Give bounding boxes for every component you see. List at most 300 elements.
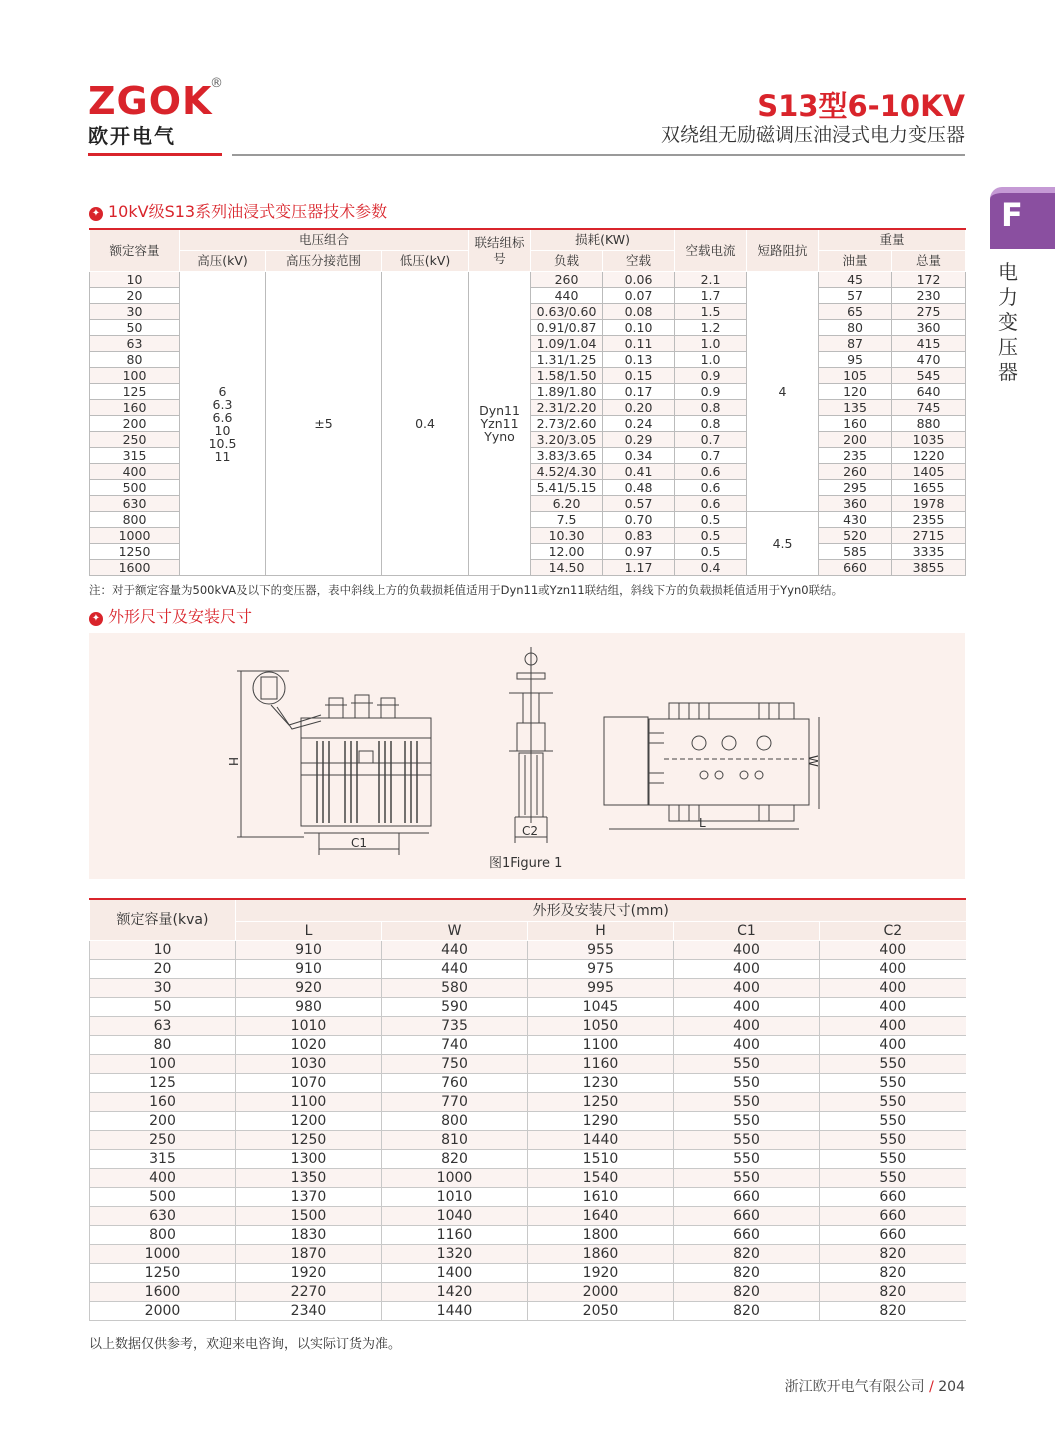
cell-capacity: 50 (90, 320, 180, 336)
cell-total: 415 (892, 336, 966, 352)
cell-dim-c1: 550 (674, 1169, 820, 1188)
cell-oil: 360 (819, 496, 892, 512)
cell-load-loss: 12.00 (531, 544, 603, 560)
cell-lv: 0.4 (382, 272, 469, 576)
company-name: 浙江欧开电气有限公司 (784, 1379, 925, 1395)
dim-row (90, 960, 966, 979)
cell-oil: 520 (819, 528, 892, 544)
cell-dim-l: 1010 (236, 1017, 382, 1036)
cell-load-loss: 1.31/1.25 (531, 352, 603, 368)
col-hv: 高压(kV) (180, 251, 266, 272)
cell-dim-h: 1290 (528, 1112, 674, 1131)
cell-capacity: 250 (90, 432, 180, 448)
cell-total: 360 (892, 320, 966, 336)
cell-dim-w: 1160 (382, 1226, 528, 1245)
cell-noload-current: 1.7 (675, 288, 747, 304)
cell-dim-c2: 660 (820, 1188, 966, 1207)
dim-row (90, 979, 966, 998)
cell-dim-h: 1640 (528, 1207, 674, 1226)
cell-noload-current: 1.0 (675, 352, 747, 368)
dim-row (90, 1169, 966, 1188)
cell-noload-loss: 0.41 (603, 464, 675, 480)
section-title-dimensions-text: 外形尺寸及安装尺寸 (108, 607, 253, 626)
dim-label-w: W (806, 755, 820, 767)
cell-dim-h: 1050 (528, 1017, 674, 1036)
cell-dim-h: 1045 (528, 998, 674, 1017)
cell-impedance-a: 4 (747, 272, 819, 512)
dim-label-h: H (226, 757, 240, 767)
cell-noload-loss: 0.24 (603, 416, 675, 432)
dim-row (90, 1245, 966, 1264)
cell-dim-c2: 550 (820, 1112, 966, 1131)
cell-capacity: 1250 (90, 544, 180, 560)
cell-total: 545 (892, 368, 966, 384)
cell-total: 745 (892, 400, 966, 416)
cell-dim-h: 1510 (528, 1150, 674, 1169)
footer-separator: / (929, 1379, 934, 1395)
cell-dim-c1: 400 (674, 979, 820, 998)
col-dim-w: W (382, 922, 528, 941)
section-title-dimensions (89, 604, 252, 627)
cell-dim-c2: 820 (820, 1264, 966, 1283)
cell-noload-loss: 0.83 (603, 528, 675, 544)
cell-total: 3335 (892, 544, 966, 560)
cell-oil: 120 (819, 384, 892, 400)
side-view-drawing (509, 647, 553, 843)
cell-dim-c1: 400 (674, 960, 820, 979)
cell-dim-w: 440 (382, 960, 528, 979)
cell-dim-cap: 200 (90, 1112, 236, 1131)
front-view-drawing (237, 671, 431, 855)
cell-noload-current: 1.0 (675, 336, 747, 352)
page-footer (785, 1376, 965, 1396)
cell-dim-c1: 660 (674, 1207, 820, 1226)
col-loss-group: 损耗(KW) (531, 229, 675, 251)
cell-noload-loss: 0.97 (603, 544, 675, 560)
cell-capacity: 1000 (90, 528, 180, 544)
cell-noload-loss: 0.17 (603, 384, 675, 400)
cell-noload-current: 1.5 (675, 304, 747, 320)
cell-dim-c1: 400 (674, 1017, 820, 1036)
chapter-letter: F (1001, 196, 1023, 234)
cell-dim-c2: 820 (820, 1302, 966, 1321)
spec-row (90, 272, 966, 288)
dim-label-c2: C2 (522, 824, 539, 838)
cell-oil: 160 (819, 416, 892, 432)
star-bullet-icon: ✦ (89, 612, 103, 626)
logo-underline (88, 153, 222, 156)
cell-dim-c2: 550 (820, 1150, 966, 1169)
cell-capacity: 400 (90, 464, 180, 480)
col-lv: 低压(kV) (382, 251, 469, 272)
cell-dim-w: 800 (382, 1112, 528, 1131)
dim-row (90, 1112, 966, 1131)
cell-dim-c2: 820 (820, 1283, 966, 1302)
cell-dim-w: 1010 (382, 1188, 528, 1207)
cell-dim-c2: 660 (820, 1226, 966, 1245)
cell-noload-current: 2.1 (675, 272, 747, 288)
cell-connection (469, 272, 531, 576)
cell-noload-current: 0.9 (675, 384, 747, 400)
cell-capacity: 315 (90, 448, 180, 464)
cell-total: 1035 (892, 432, 966, 448)
cell-total: 3855 (892, 560, 966, 576)
logo-text: ZGOK (88, 79, 213, 123)
cell-dim-c1: 820 (674, 1245, 820, 1264)
cell-total: 2355 (892, 512, 966, 528)
cell-dim-h: 2050 (528, 1302, 674, 1321)
cell-total: 470 (892, 352, 966, 368)
cell-total: 172 (892, 272, 966, 288)
page-title: S13型6-10KV (757, 89, 965, 123)
hv-value: 6 (218, 383, 227, 399)
cell-dim-l: 1830 (236, 1226, 382, 1245)
cell-noload-loss: 0.13 (603, 352, 675, 368)
hv-value: 10.5 (208, 435, 237, 451)
cell-dim-h: 1250 (528, 1093, 674, 1112)
col-weight-group: 重量 (819, 229, 966, 251)
cell-dim-w: 760 (382, 1074, 528, 1093)
cell-oil: 45 (819, 272, 892, 288)
spec-table (89, 228, 966, 576)
cell-dim-l: 2340 (236, 1302, 382, 1321)
cell-dim-cap: 1000 (90, 1245, 236, 1264)
cell-capacity: 125 (90, 384, 180, 400)
cell-dim-cap: 500 (90, 1188, 236, 1207)
cell-oil: 200 (819, 432, 892, 448)
cell-impedance-b: 4.5 (747, 512, 819, 576)
cell-dim-cap: 630 (90, 1207, 236, 1226)
cell-dim-c1: 550 (674, 1055, 820, 1074)
cell-load-loss: 1.09/1.04 (531, 336, 603, 352)
cell-dim-w: 440 (382, 941, 528, 960)
dim-row (90, 941, 966, 960)
star-bullet-icon: ✦ (89, 207, 103, 221)
cell-oil: 430 (819, 512, 892, 528)
cell-load-loss: 3.83/3.65 (531, 448, 603, 464)
cell-hv-values (180, 272, 266, 576)
transformer-drawings (89, 633, 965, 879)
page-subtitle: 双绕组无励磁调压油浸式电力变压器 (660, 124, 965, 146)
cell-dim-cap: 315 (90, 1150, 236, 1169)
cell-noload-loss: 1.17 (603, 560, 675, 576)
cell-dim-c2: 550 (820, 1093, 966, 1112)
cell-dim-w: 1400 (382, 1264, 528, 1283)
cell-dim-h: 1610 (528, 1188, 674, 1207)
cell-dim-c2: 400 (820, 998, 966, 1017)
cell-load-loss: 2.73/2.60 (531, 416, 603, 432)
cell-load-loss: 440 (531, 288, 603, 304)
cell-oil: 235 (819, 448, 892, 464)
col-tap-range: 高压分接范围 (266, 251, 382, 272)
cell-load-loss: 260 (531, 272, 603, 288)
cell-noload-current: 1.2 (675, 320, 747, 336)
cell-dim-w: 1420 (382, 1283, 528, 1302)
cell-dim-w: 1440 (382, 1302, 528, 1321)
cell-dim-l: 920 (236, 979, 382, 998)
col-noload-current: 空载电流 (675, 229, 747, 272)
hv-value: 10 (214, 422, 231, 438)
cell-dim-c2: 400 (820, 1017, 966, 1036)
cell-dim-c2: 660 (820, 1207, 966, 1226)
cell-dim-c2: 400 (820, 1036, 966, 1055)
cell-dim-cap: 400 (90, 1169, 236, 1188)
dim-row (90, 1283, 966, 1302)
cell-dim-cap: 2000 (90, 1302, 236, 1321)
cell-dim-c1: 820 (674, 1283, 820, 1302)
cell-noload-loss: 0.70 (603, 512, 675, 528)
cell-total: 1655 (892, 480, 966, 496)
cell-dim-c1: 550 (674, 1112, 820, 1131)
cell-dim-l: 1100 (236, 1093, 382, 1112)
cell-dim-cap: 63 (90, 1017, 236, 1036)
cell-dim-w: 820 (382, 1150, 528, 1169)
cell-dim-c1: 660 (674, 1226, 820, 1245)
registered-mark: ® (210, 76, 223, 91)
cell-dim-w: 750 (382, 1055, 528, 1074)
cell-dim-h: 1440 (528, 1131, 674, 1150)
cell-noload-loss: 0.15 (603, 368, 675, 384)
cell-dim-c1: 660 (674, 1188, 820, 1207)
cell-dim-cap: 800 (90, 1226, 236, 1245)
col-noload: 空载 (603, 251, 675, 272)
cell-dim-l: 910 (236, 960, 382, 979)
cell-capacity: 800 (90, 512, 180, 528)
brand-logo (88, 76, 223, 149)
cell-dim-l: 1500 (236, 1207, 382, 1226)
cell-noload-loss: 0.48 (603, 480, 675, 496)
spec-note: 注：对于额定容量为500kVA及以下的变压器，表中斜线上方的负载损耗值适用于Dyn11或Yzn11联结组，斜线下方的负载损耗值适用于Yyn0联结。 (89, 583, 844, 597)
connection-value: Dyn11 (479, 403, 520, 418)
dim-label-l: L (699, 816, 706, 830)
cell-load-loss: 10.30 (531, 528, 603, 544)
cell-dim-l: 980 (236, 998, 382, 1017)
cell-dim-cap: 1250 (90, 1264, 236, 1283)
cell-dim-c1: 400 (674, 941, 820, 960)
cell-dim-l: 1350 (236, 1169, 382, 1188)
cell-total: 275 (892, 304, 966, 320)
dim-row (90, 1264, 966, 1283)
cell-capacity: 200 (90, 416, 180, 432)
cell-dim-c2: 550 (820, 1055, 966, 1074)
cell-total: 1220 (892, 448, 966, 464)
cell-oil: 65 (819, 304, 892, 320)
cell-oil: 80 (819, 320, 892, 336)
dim-row (90, 1055, 966, 1074)
col-dim-c2: C2 (820, 922, 966, 941)
logo-subtitle: 欧开电气 (88, 124, 176, 148)
top-view-drawing (604, 703, 819, 829)
cell-dim-h: 1160 (528, 1055, 674, 1074)
cell-dim-h: 995 (528, 979, 674, 998)
cell-dim-l: 1200 (236, 1112, 382, 1131)
col-dim-group: 外形及安装尺寸(mm) (236, 899, 966, 922)
cell-dim-c2: 400 (820, 960, 966, 979)
cell-dim-cap: 250 (90, 1131, 236, 1150)
cell-noload-loss: 0.06 (603, 272, 675, 288)
cell-dim-c1: 550 (674, 1093, 820, 1112)
cell-load-loss: 0.91/0.87 (531, 320, 603, 336)
cell-dim-cap: 160 (90, 1093, 236, 1112)
cell-dim-l: 1030 (236, 1055, 382, 1074)
dim-row (90, 1093, 966, 1112)
dim-row (90, 1188, 966, 1207)
cell-dim-c1: 550 (674, 1150, 820, 1169)
cell-dim-cap: 125 (90, 1074, 236, 1093)
cell-oil: 87 (819, 336, 892, 352)
cell-dim-cap: 80 (90, 1036, 236, 1055)
cell-dim-c2: 550 (820, 1074, 966, 1093)
cell-dim-h: 955 (528, 941, 674, 960)
cell-dim-l: 1920 (236, 1264, 382, 1283)
cell-dim-c1: 550 (674, 1131, 820, 1150)
cell-dim-cap: 100 (90, 1055, 236, 1074)
cell-dim-w: 1000 (382, 1169, 528, 1188)
col-voltage-group: 电压组合 (180, 229, 469, 251)
cell-dim-w: 770 (382, 1093, 528, 1112)
cell-dim-w: 735 (382, 1017, 528, 1036)
cell-oil: 660 (819, 560, 892, 576)
col-oil: 油量 (819, 251, 892, 272)
dim-row (90, 1226, 966, 1245)
col-dim-c1: C1 (674, 922, 820, 941)
cell-noload-loss: 0.29 (603, 432, 675, 448)
cell-dim-l: 1370 (236, 1188, 382, 1207)
cell-noload-loss: 0.20 (603, 400, 675, 416)
cell-noload-current: 0.8 (675, 416, 747, 432)
cell-dim-h: 1540 (528, 1169, 674, 1188)
connection-value: Yyno (484, 429, 515, 444)
dim-label-c1: C1 (351, 836, 368, 850)
cell-dim-c2: 550 (820, 1169, 966, 1188)
cell-load-loss: 14.50 (531, 560, 603, 576)
cell-noload-loss: 0.08 (603, 304, 675, 320)
cell-dim-c1: 820 (674, 1264, 820, 1283)
cell-noload-current: 0.7 (675, 432, 747, 448)
cell-noload-loss: 0.07 (603, 288, 675, 304)
cell-noload-current: 0.4 (675, 560, 747, 576)
section-title-specs-text: 10kV级S13系列油浸式变压器技术参数 (108, 202, 388, 221)
cell-dim-h: 1230 (528, 1074, 674, 1093)
col-total: 总量 (892, 251, 966, 272)
chapter-label: 电力变压器 (998, 260, 1018, 384)
cell-noload-current: 0.5 (675, 544, 747, 560)
cell-dim-h: 2000 (528, 1283, 674, 1302)
cell-dim-w: 580 (382, 979, 528, 998)
cell-dim-l: 1020 (236, 1036, 382, 1055)
cell-dim-h: 1860 (528, 1245, 674, 1264)
cell-noload-current: 0.5 (675, 528, 747, 544)
cell-oil: 105 (819, 368, 892, 384)
cell-load-loss: 4.52/4.30 (531, 464, 603, 480)
cell-total: 880 (892, 416, 966, 432)
cell-load-loss: 1.89/1.80 (531, 384, 603, 400)
cell-noload-loss: 0.34 (603, 448, 675, 464)
cell-oil: 57 (819, 288, 892, 304)
cell-capacity: 80 (90, 352, 180, 368)
cell-noload-current: 0.6 (675, 496, 747, 512)
cell-dim-h: 1800 (528, 1226, 674, 1245)
cell-dim-cap: 50 (90, 998, 236, 1017)
dim-row (90, 1207, 966, 1226)
cell-capacity: 10 (90, 272, 180, 288)
cell-dim-cap: 30 (90, 979, 236, 998)
cell-total: 640 (892, 384, 966, 400)
cell-total: 1405 (892, 464, 966, 480)
cell-dim-cap: 20 (90, 960, 236, 979)
cell-load-loss: 2.31/2.20 (531, 400, 603, 416)
cell-noload-current: 0.9 (675, 368, 747, 384)
cell-capacity: 500 (90, 480, 180, 496)
cell-capacity: 30 (90, 304, 180, 320)
cell-noload-current: 0.6 (675, 480, 747, 496)
cell-load-loss: 6.20 (531, 496, 603, 512)
cell-dim-c1: 400 (674, 998, 820, 1017)
dim-row (90, 1036, 966, 1055)
cell-total: 230 (892, 288, 966, 304)
cell-dim-w: 810 (382, 1131, 528, 1150)
col-dim-l: L (236, 922, 382, 941)
cell-oil: 260 (819, 464, 892, 480)
hv-value: 6.6 (212, 409, 233, 425)
cell-total: 1978 (892, 496, 966, 512)
cell-oil: 95 (819, 352, 892, 368)
cell-noload-current: 0.8 (675, 400, 747, 416)
figure-caption: 图1Figure 1 (489, 856, 563, 871)
col-load: 负载 (531, 251, 603, 272)
cell-dim-w: 1040 (382, 1207, 528, 1226)
cell-dim-l: 1300 (236, 1150, 382, 1169)
cell-dim-c2: 400 (820, 941, 966, 960)
cell-dim-l: 910 (236, 941, 382, 960)
cell-load-loss: 0.63/0.60 (531, 304, 603, 320)
section-title-specs (89, 199, 387, 222)
col-dim-h: H (528, 922, 674, 941)
cell-dim-cap: 1600 (90, 1283, 236, 1302)
cell-dim-w: 740 (382, 1036, 528, 1055)
cell-dim-w: 590 (382, 998, 528, 1017)
dim-row (90, 1131, 966, 1150)
cell-capacity: 63 (90, 336, 180, 352)
cell-capacity: 630 (90, 496, 180, 512)
cell-load-loss: 7.5 (531, 512, 603, 528)
dim-row (90, 1150, 966, 1169)
connection-value: Yzn11 (480, 416, 519, 431)
dim-row (90, 1074, 966, 1093)
cell-load-loss: 5.41/5.15 (531, 480, 603, 496)
hv-value: 6.3 (212, 396, 233, 412)
cell-dim-l: 1870 (236, 1245, 382, 1264)
cell-dim-c1: 820 (674, 1302, 820, 1321)
col-impedance: 短路阻抗 (747, 229, 819, 272)
cell-dim-c2: 400 (820, 979, 966, 998)
dimensions-table (89, 898, 966, 1321)
cell-noload-current: 0.7 (675, 448, 747, 464)
cell-dim-h: 1920 (528, 1264, 674, 1283)
cell-tap-range: ±5 (266, 272, 382, 576)
cell-noload-current: 0.6 (675, 464, 747, 480)
cell-noload-current: 0.5 (675, 512, 747, 528)
cell-dim-c1: 550 (674, 1074, 820, 1093)
cell-capacity: 160 (90, 400, 180, 416)
cell-oil: 585 (819, 544, 892, 560)
hv-value: 11 (214, 448, 231, 464)
cell-capacity: 100 (90, 368, 180, 384)
cell-dim-h: 1100 (528, 1036, 674, 1055)
dim-row (90, 998, 966, 1017)
figure-panel (89, 633, 965, 879)
col-capacity: 额定容量 (90, 229, 180, 272)
